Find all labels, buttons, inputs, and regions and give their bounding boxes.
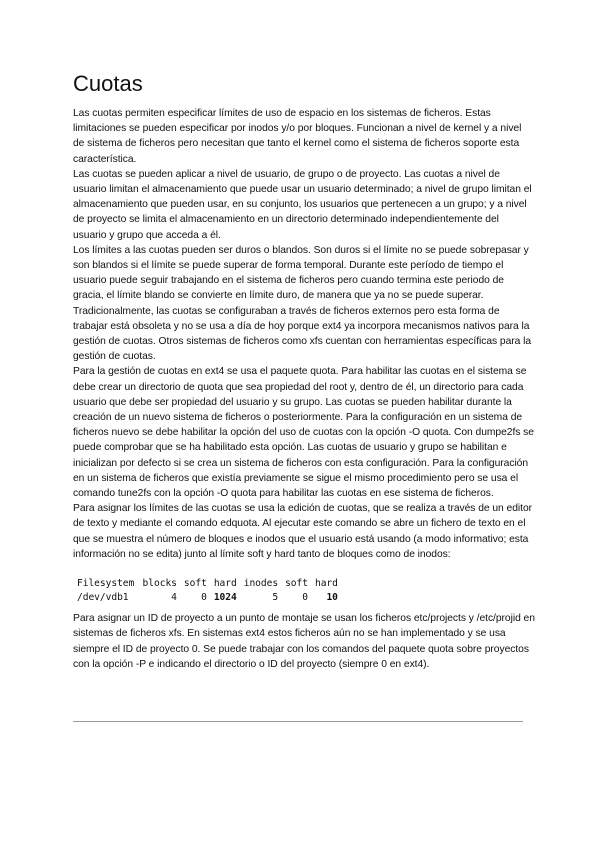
quota-header-inodes-hard: hard bbox=[314, 578, 338, 590]
quota-cell-inodes-soft: 0 bbox=[302, 592, 308, 604]
quota-header-blocks-soft: soft bbox=[183, 578, 207, 590]
quota-header-inodes: inodes bbox=[243, 578, 279, 590]
quota-cell-filesystem: /dev/vdb1 bbox=[77, 592, 129, 604]
quota-table bbox=[77, 577, 345, 605]
quota-header-blocks: blocks bbox=[142, 578, 177, 590]
page-title: Cuotas bbox=[73, 71, 143, 96]
paragraph-limits: Los límites a las cuotas pueden ser duros o blandos. Son duros si el límite no se puede sobrepasar y son blandos si el límite se puede superar de forma temporal. Durante este período de tiempo el usuario puede seguir trabajando en el sistema de ficheros pero cuando termina este periodo de gracia, el límite blando se convierte en límite duro, de manera que ya no se puede superar. bbox=[73, 244, 529, 302]
paragraph-edquota: Para asignar los límites de las cuotas se usa la edición de cuotas, que se realiza a través de un editor de texto y mediante el comando edquota. Al ejecutar este comando se abre un fichero de texto en el que se muestra el número de bloques e inodos que el usuario está usando (a modo informativo; esta información no se edita) junto al límite soft y hard tanto de bloques como de inodos: bbox=[73, 503, 532, 560]
quota-cell-blocks-soft: 0 bbox=[201, 592, 207, 604]
paragraph-projects: Para asignar un ID de proyecto a un punto de montaje se usan los ficheros etc/projects y /etc/projid en sistemas de ficheros xfs. En sistemas ext4 estos ficheros aún no se han implementado y se usa siempre el ID de proyecto 0. Se puede trabajar con los comandos del paquete quota sobre proyectos con la opción -P e indicando el directorio o ID del proyecto (siempre 0 en ext4). bbox=[73, 613, 535, 670]
document-body bbox=[73, 106, 535, 672]
quota-cell-inodes-hard: 10 bbox=[326, 592, 338, 604]
quota-cell-inodes: 5 bbox=[272, 592, 279, 604]
horizontal-divider bbox=[73, 721, 523, 722]
paragraph-ext4: Para la gestión de cuotas en ext4 se usa el paquete quota. Para habilitar las cuotas en el sistema se debe crear un directorio de quota que sea propiedad del root y, dentro de él, un directorio para cada usuario que debe ser propiedad del usuario y su grupo. Las cuotas se pueden habilitar durante la creación de un nuevo sistema de ficheros o posteriormente. Para la configuración en un sistema de ficheros nuevo se debe habilitar la opción del uso de cuotas con la opción -O quota. Con dumpe2fs se puede comprobar que se ha habilitado esta opción. Las cuotas de usuario y grupo se habilitan e inicializan por defecto si se crea un sistema de ficheros con esta configuración. Para la configuración en un sistema de ficheros que existía previamente se sigue el mismo procedimiento pero se usa el comando tune2fs con la opción -O quota para habilitar las cuotas en ese sistema de ficheros. bbox=[73, 366, 534, 500]
quota-header-inodes-soft: soft bbox=[285, 578, 308, 590]
paragraph-intro: Las cuotas permiten especificar límites de uso de espacio en los sistemas de ficheros. Estas limitaciones se pueden especificar por inodos y/o por bloques. Funcionan a nivel de kernel y a nivel de sistema de ficheros pero necesitan que tanto el kernel como el sistema de ficheros soporte esta característica. bbox=[73, 108, 522, 165]
quota-header-filesystem: Filesystem bbox=[77, 578, 135, 590]
quota-table-header-row bbox=[77, 577, 345, 591]
table-row bbox=[77, 591, 345, 605]
paragraph-history: Tradicionalmente, las cuotas se configuraban a través de ficheros externos pero esta forma de trabajar está obsoleta y no se usa a día de hoy porque ext4 ya incorpora mecanismos nativos para la gestión de cuotas. Otros sistemas de ficheros como xfs cuentan con herramientas específicas para la gestión de cuotas. bbox=[73, 305, 532, 363]
quota-header-blocks-hard: hard bbox=[213, 578, 237, 590]
paragraph-levels: Las cuotas se pueden aplicar a nivel de usuario, de grupo o de proyecto. Las cuotas a nivel de usuario limitan el almacenamiento que puede usar un usuario determinado; a nivel de grupo limitan el almacenamiento que pueden usar, en su conjunto, los usuarios que pertenecen a un grupo; y a nivel de proyecto se limita el almacenamiento en un directorio determinado independientemente del usuario y grupo que acceda a él. bbox=[73, 168, 532, 241]
quota-cell-blocks: 4 bbox=[171, 592, 177, 604]
quota-cell-blocks-hard: 1024 bbox=[213, 592, 237, 604]
